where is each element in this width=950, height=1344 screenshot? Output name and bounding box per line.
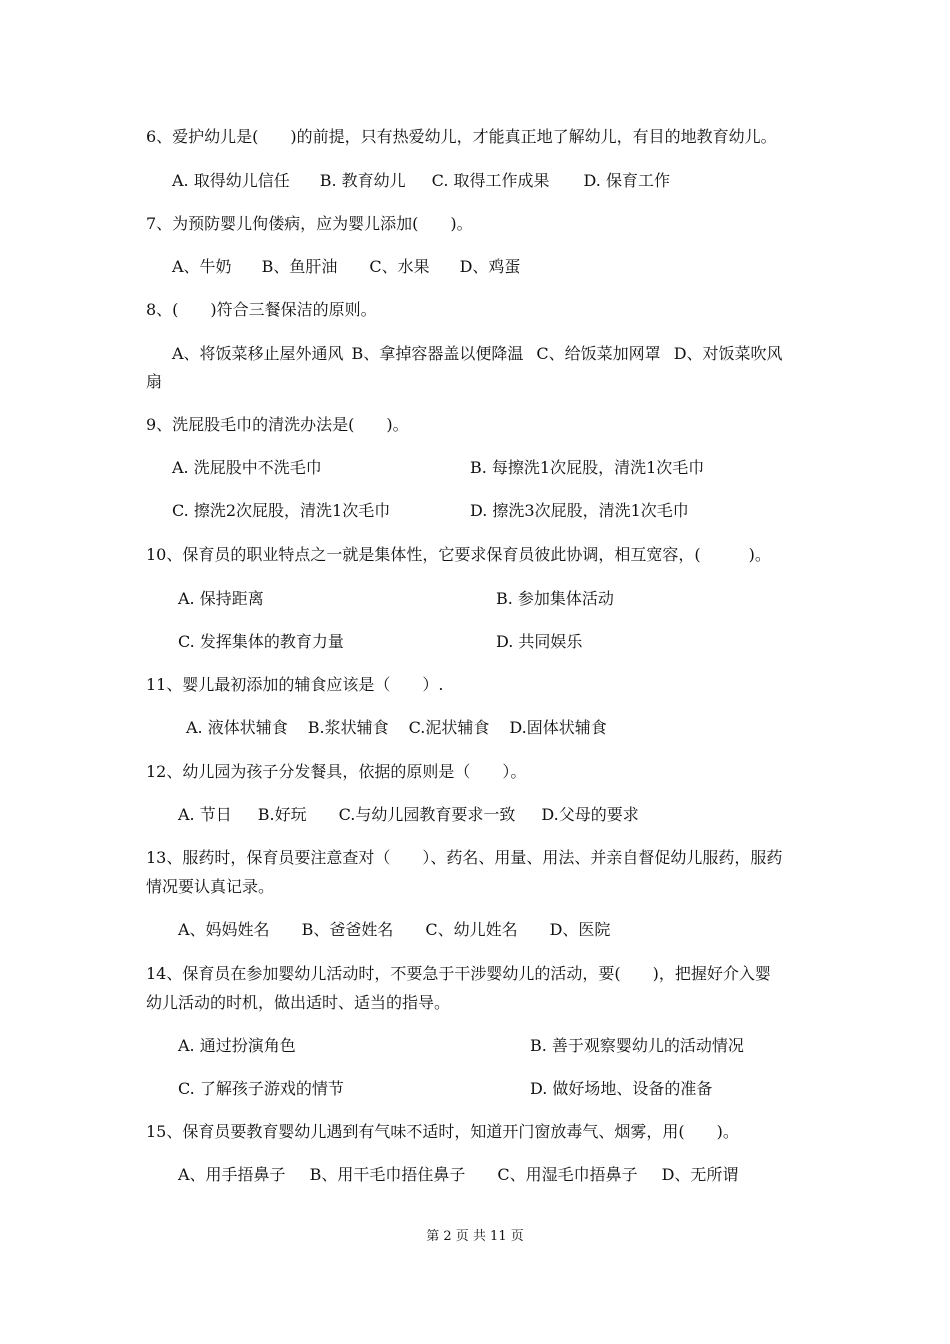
question-14-option-b: B. 善于观察婴幼儿的活动情况: [530, 1036, 744, 1055]
question-11-options: [186, 717, 607, 739]
option: B、爸爸姓名: [301, 920, 394, 939]
option: C、水果: [369, 257, 430, 276]
question-15-options: [178, 1164, 738, 1186]
option: A、用手捂鼻子: [178, 1165, 286, 1184]
question-7-stem: 7、为预防婴儿佝偻病，应为婴儿添加( )。: [146, 214, 473, 233]
question-9-option-b: B. 每擦洗1次屁股，清洗1次毛巾: [470, 458, 705, 477]
question-15-stem: 15、保育员要教育婴幼儿遇到有气味不适时，知道开门窗放毒气、烟雾，用( )。: [146, 1122, 739, 1141]
option: A、牛奶: [172, 257, 232, 276]
option: D.父母的要求: [541, 805, 639, 824]
option: A、妈妈姓名: [178, 920, 270, 939]
option: D、医院: [549, 920, 611, 939]
option: D. 保育工作: [583, 171, 670, 190]
question-9-option-c: C. 擦洗2次屁股，清洗1次毛巾: [172, 501, 391, 520]
question-13-stem: 13、服药时，保育员要注意查对（ ）、药名、用量、用法、并亲自督促幼儿服药，服药: [146, 848, 783, 867]
question-10-option-a: A. 保持距离: [178, 589, 264, 608]
question-10-option-b: B. 参加集体活动: [496, 589, 614, 608]
option: A. 节日: [178, 805, 232, 824]
option: D、鸡蛋: [459, 257, 521, 276]
question-6-stem: 6、爱护幼儿是( )的前提，只有热爱幼儿，才能真正地了解幼儿，有目的地教育幼儿。: [146, 127, 777, 146]
question-13-options: [178, 919, 610, 941]
question-9-stem: 9、洗屁股毛巾的清洗办法是( )。: [146, 415, 409, 434]
option: B.浆状辅食: [307, 718, 389, 737]
question-14-stem-wrap: 幼儿活动的时机，做出适时、适当的指导。: [146, 993, 451, 1012]
question-9-option-a: A. 洗屁股中不洗毛巾: [172, 458, 322, 477]
question-10-option-c: C. 发挥集体的教育力量: [178, 632, 344, 651]
option: B. 教育幼儿: [319, 171, 406, 190]
option: C.与幼儿园教育要求一致: [338, 805, 516, 824]
question-7-options: [172, 256, 520, 278]
option: C. 取得工作成果: [431, 171, 550, 190]
option: B.好玩: [257, 805, 307, 824]
question-10-option-d: D. 共同娱乐: [496, 632, 583, 651]
option: B、鱼肝油: [261, 257, 338, 276]
question-12-stem: 12、幼儿园为孩子分发餐具，依据的原则是（ ）。: [146, 762, 527, 781]
question-14-option-a: A. 通过扮演角色: [178, 1036, 296, 1055]
question-14-option-d: D. 做好场地、设备的准备: [530, 1079, 713, 1098]
page-number: 第 2 页 共 11 页: [426, 1229, 524, 1244]
option: D、无所谓: [661, 1165, 739, 1184]
question-8-options: A、将饭菜移止屋外通风 B、拿掉容器盖以便降温 C、给饭菜加网罩 D、对饭菜吹风: [172, 344, 783, 363]
option: D.固体状辅食: [509, 718, 607, 737]
question-6-options: [172, 170, 670, 192]
question-9-option-d: D. 擦洗3次屁股，清洗1次毛巾: [470, 501, 689, 520]
option: C.泥状辅食: [408, 718, 490, 737]
question-11-stem: 11、婴儿最初添加的辅食应该是（ ）.: [146, 675, 444, 694]
question-8-options-wrap: 扇: [146, 372, 163, 391]
question-14-option-c: C. 了解孩子游戏的情节: [178, 1079, 344, 1098]
question-14-stem: 14、保育员在参加婴幼儿活动时，不要急于干涉婴幼儿的活动，要( )，把握好介入婴: [146, 964, 771, 983]
question-13-stem-wrap: 情况要认真记录。: [146, 877, 275, 896]
option: A. 取得幼儿信任: [172, 171, 290, 190]
option: C、用湿毛巾捂鼻子: [497, 1165, 638, 1184]
question-10-stem: 10、保育员的职业特点之一就是集体性，它要求保育员彼此协调，相互宽容，( )。: [146, 545, 771, 564]
question-12-options: [178, 804, 639, 826]
option: C、幼儿姓名: [425, 920, 518, 939]
question-8-stem: 8、( )符合三餐保洁的原则。: [146, 300, 377, 319]
option: A. 液体状辅食: [186, 718, 288, 737]
option: B、用干毛巾捂住鼻子: [309, 1165, 466, 1184]
